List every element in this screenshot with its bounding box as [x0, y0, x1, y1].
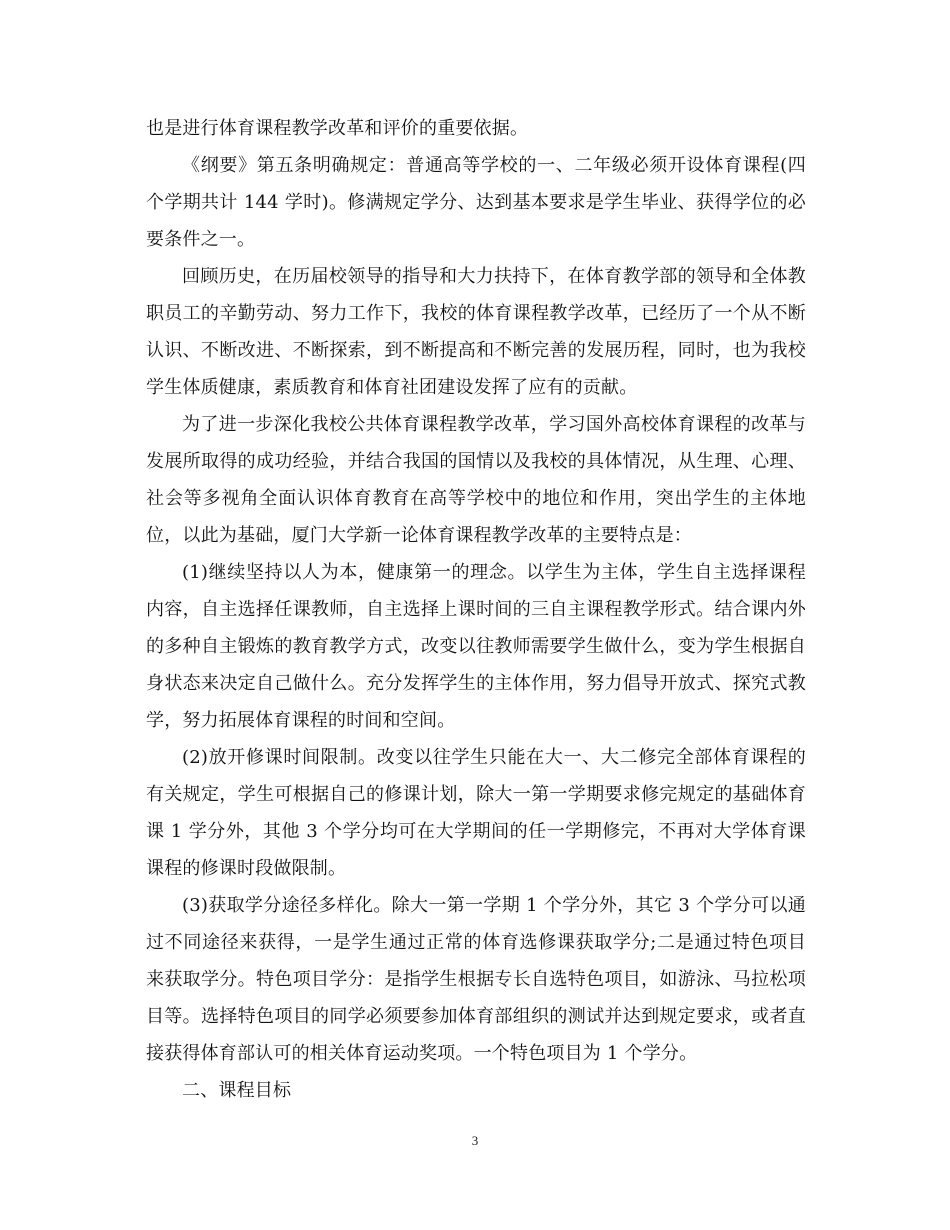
paragraph: (1)继续坚持以人为本，健康第一的理念。以学生为主体，学生自主选择课程内容，自主选择任课教师，自主选择上课时间的三自主课程教学形式。结合课内外的多种自主锻炼的教育教学方式，改变以往教师需要学生做什么，变为学生根据自身状态来决定自己做什么。充分发挥学生的主体作用，努力倡导开放式、探究式教学，努力拓展体育课程的时间和空间。 — [146, 562, 806, 731]
paragraph: 回顾历史，在历届校领导的指导和大力扶持下，在体育教学部的领导和全体教职员工的辛勤劳动、努力工作下，我校的体育课程教学改革，已经历了一个从不断认识、不断改进、不断探索，到不断提高和不断完善的发展历程，同时，也为我校学生体质健康，素质教育和体育社团建设发挥了应有的贡献。 — [146, 266, 806, 398]
paragraph: 《纲要》第五条明确规定：普通高等学校的一、二年级必须开设体育课程(四个学期共计 144 学时)。修满规定学分、达到基本要求是学生毕业、获得学位的必要条件之一。 — [146, 155, 806, 250]
page-number: 3 — [471, 1133, 479, 1148]
paragraph: 为了进一步深化我校公共体育课程教学改革，学习国外高校体育课程的改革与发展所取得的成功经验，并结合我国的国情以及我校的具体情况，从生理、心理、社会等多视角全面认识体育教育在高等学校中的地位和作用，突出学生的主体地位，以此为基础，厦门大学新一论体育课程教学改革的主要特点是： — [146, 414, 806, 546]
paragraph: 也是进行体育课程教学改革和评价的重要依据。 — [146, 118, 529, 139]
paragraph: (2)放开修课时间限制。改变以往学生只能在大一、大二修完全部体育课程的有关规定，学生可根据自己的修课计划，除大一第一学期要求修完规定的基础体育课 1 学分外，其他 3 个学分均可在大学期间的任一学期修完，不再对大学体育课课程的修课时段做限制。 — [146, 747, 806, 879]
body-text — [146, 110, 806, 1109]
section-heading: 二、课程目标 — [182, 1080, 292, 1101]
paragraph: (3)获取学分途径多样化。除大一第一学期 1 个学分外，其它 3 个学分可以通过不同途径来获得，一是学生通过正常的体育选修课获取学分;二是通过特色项目来获取学分。特色项目学分：是指学生根据专长自选特色项目，如游泳、马拉松项目等。选择特色项目的同学必须要参加体育部组织的测试并达到规定要求，或者直接获得体育部认可的相关体育运动奖项。一个特色项目为 1 个学分。 — [146, 895, 806, 1064]
